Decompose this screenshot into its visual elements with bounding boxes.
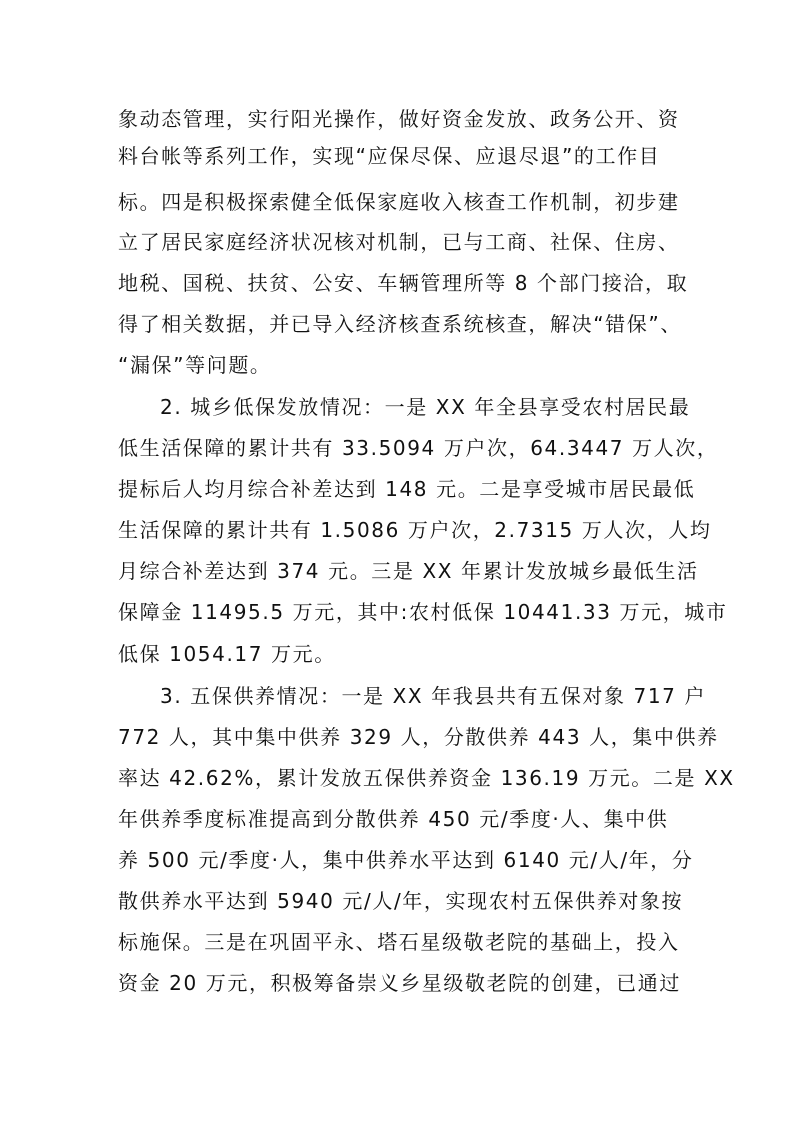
- text-line: 地税、国税、扶贫、公安、车辆管理所等 8 个部门接洽，取: [118, 271, 689, 295]
- text-line: 散供养水平达到 5940 元/人/年，实现农村五保供养对象按: [118, 889, 684, 913]
- text-line: 象动态管理，实行阳光操作，做好资金发放、政务公开、资: [118, 107, 680, 131]
- text-line: 生活保障的累计共有 1.5086 万户次，2.7315 万人次，人均: [118, 518, 712, 542]
- text-line: 年供养季度标准提高到分散供养 450 元/季度·人、集中供: [118, 807, 669, 831]
- text-line: 提标后人均月综合补差达到 148 元。二是享受城市居民最低: [118, 477, 696, 501]
- text-line: 料台帐等系列工作，实现“应保尽保、应退尽退”的工作目: [118, 144, 661, 168]
- text-line: 养 500 元/季度·人，集中供养水平达到 6140 元/人/年，分: [118, 848, 694, 872]
- text-line: 772 人，其中集中供养 329 人，分散供养 443 人，集中供养: [118, 725, 719, 749]
- text-line: 低生活保障的累计共有 33.5094 万户次，64.3447 万人次，: [118, 436, 719, 460]
- text-line: 立了居民家庭经济状况核对机制，已与工商、社保、住房、: [118, 230, 680, 254]
- text-line: 资金 20 万元，积极筹备崇义乡星级敬老院的创建，已通过: [118, 971, 681, 995]
- text-line: “漏保”等问题。: [118, 353, 272, 377]
- text-line: 低保 1054.17 万元。: [118, 642, 336, 666]
- section-heading-line: 3. 五保供养情况：一是 XX 年我县共有五保对象 717 户: [160, 684, 707, 708]
- text-line: 率达 42.62%，累计发放五保供养资金 136.19 万元。二是 XX: [118, 766, 735, 790]
- text-line: 得了相关数据，并已导入经济核查系统核查，解决“错保”、: [118, 312, 682, 336]
- text-line: 保障金 11495.5 万元，其中:农村低保 10441.33 万元，城市: [118, 600, 728, 624]
- text-line: 标。四是积极探索健全低保家庭收入核查工作机制，初步建: [118, 190, 680, 214]
- text-line: 标施保。三是在巩固平永、塔石星级敬老院的基础上，投入: [118, 930, 680, 954]
- text-line: 月综合补差达到 374 元。三是 XX 年累计发放城乡最低生活: [118, 559, 699, 583]
- section-heading-line: 2. 城乡低保发放情况：一是 XX 年全县享受农村居民最: [160, 395, 691, 419]
